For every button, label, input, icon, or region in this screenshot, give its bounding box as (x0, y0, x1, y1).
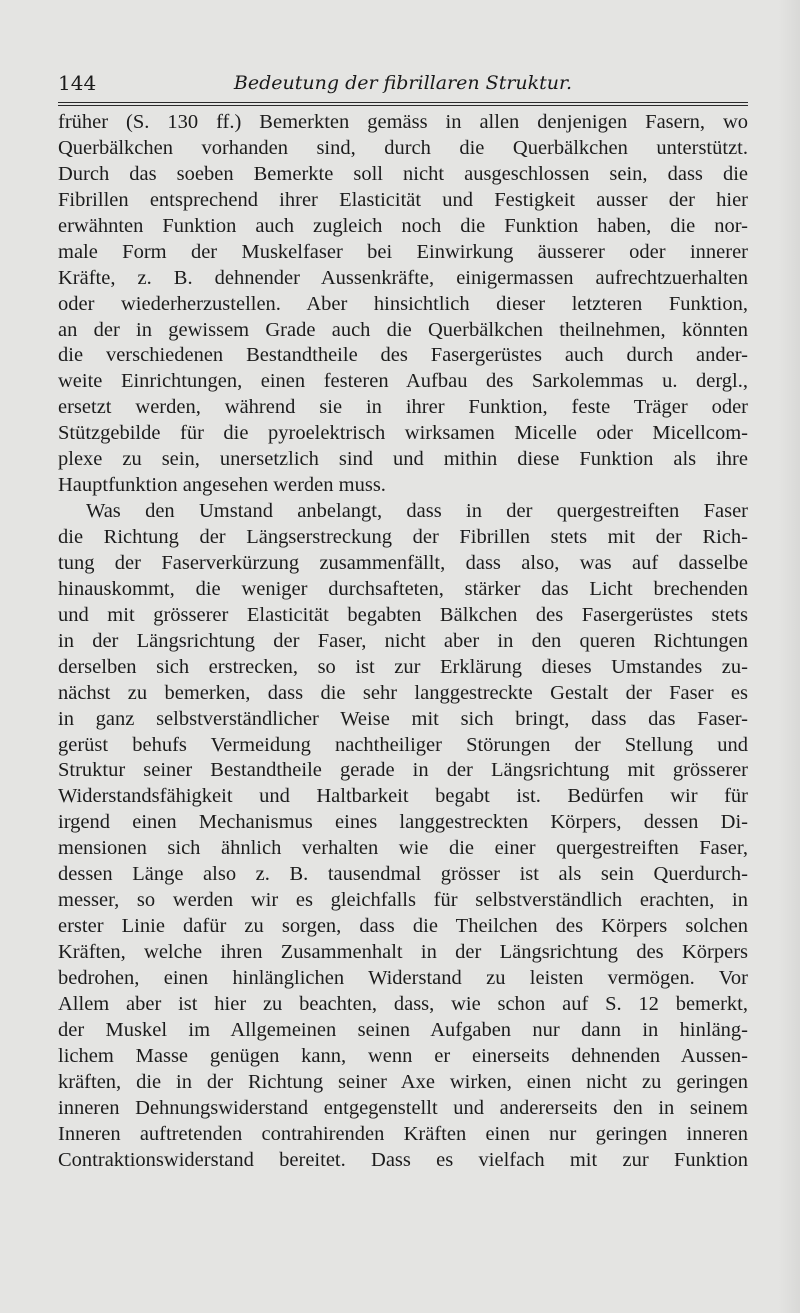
page-number: 144 (58, 71, 97, 95)
text-line: messer, so werden wir es gleichfalls für selbstverständlich erachten, in (58, 889, 748, 912)
text-line: nächst zu bemerken, dass die sehr langgestreckte Gestalt der Faser es (58, 681, 748, 704)
page-edge-shadow (778, 0, 800, 1313)
text-line: Fibrillen entsprechend ihrer Elasticität und Festigkeit ausser der hier (58, 188, 748, 211)
header-rule-bottom (58, 105, 748, 106)
text-line: und mit grösserer Elasticität begabten Bälkchen des Fasergerüstes stets (58, 603, 748, 626)
text-line: Struktur seiner Bestandtheile gerade in der Längsrichtung mit grösserer (58, 759, 748, 782)
text-line: male Form der Muskelfaser bei Einwirkung äusserer oder innerer (58, 240, 748, 263)
text-line: lichem Masse genügen kann, wenn er einerseits dehnenden Aussen- (58, 1044, 748, 1067)
text-line: früher (S. 130 ff.) Bemerkten gemäss in allen denjenigen Fasern, wo (58, 111, 748, 133)
text-line: die verschiedenen Bestandtheile des Fasergerüstes auch durch ander- (58, 344, 748, 367)
page-header (58, 70, 748, 100)
text-line: bedrohen, einen hinlänglichen Widerstand zu leisten vermögen. Vor (58, 966, 748, 989)
text-line: Kräfte, z. B. dehnender Aussenkräfte, einigermassen aufrechtzuerhalten (58, 266, 748, 289)
text-line: derselben sich erstrecken, so ist zur Erklärung dieses Umstandes zu- (58, 655, 748, 678)
text-line: die Richtung der Längserstreckung der Fibrillen stets mit der Rich- (58, 526, 748, 548)
text-line: weite Einrichtungen, einen festeren Aufbau des Sarkolemmas u. dergl., (58, 370, 748, 393)
text-line: dessen Länge also z. B. tausendmal grösser ist als sein Querdurch- (58, 863, 748, 886)
text-line: in ganz selbstverständlicher Weise mit sich bringt, dass das Faser- (58, 707, 748, 730)
text-line: Widerstandsfähigkeit und Haltbarkeit begabt ist. Bedürfen wir für (58, 785, 748, 808)
text-line: irgend einen Mechanismus eines langgestreckten Körpers, dessen Di- (58, 811, 748, 834)
text-line: erster Linie dafür zu sorgen, dass die Theilchen des Körpers solchen (58, 915, 748, 938)
text-line: Kräften, welche ihren Zusammenhalt in der Längsrichtung des Körpers (58, 941, 748, 963)
text-line: Hauptfunktion angesehen werden muss. (58, 474, 386, 497)
body-text (58, 110, 748, 1173)
text-line: ersetzt werden, während sie in ihrer Funktion, feste Träger oder (58, 396, 748, 419)
text-line: Durch das soeben Bemerkte soll nicht ausgeschlossen sein, dass die (58, 162, 748, 185)
text-line: Was den Umstand anbelangt, dass in der quergestreiften Faser (86, 500, 748, 523)
text-line: tung der Faserverkürzung zusammenfällt, dass also, was auf dasselbe (58, 551, 748, 574)
text-line: der Muskel im Allgemeinen seinen Aufgaben nur dann in hinläng- (58, 1018, 748, 1041)
text-line: plexe zu sein, unersetzlich sind und mithin diese Funktion als ihre (58, 448, 748, 471)
text-line: in der Längsrichtung der Faser, nicht aber in den queren Richtungen (58, 629, 748, 652)
text-line: gerüst behufs Vermeidung nachtheiliger Störungen der Stellung und (58, 733, 748, 756)
text-line: Stützgebilde für die pyroelektrisch wirksamen Micelle oder Micellcom- (58, 422, 748, 445)
text-line: kräften, die in der Richtung seiner Axe wirken, einen nicht zu geringen (58, 1070, 748, 1093)
text-line: Inneren auftretenden contrahirenden Kräften einen nur geringen inneren (58, 1122, 748, 1145)
text-line: Contraktionswiderstand bereitet. Dass es vielfach mit zur Funktion (58, 1148, 748, 1171)
text-line: mensionen sich ähnlich verhalten wie die einer quergestreiften Faser, (58, 837, 748, 860)
running-title: Bedeutung der fibrillaren Struktur. (233, 72, 573, 94)
header-rule-top (58, 102, 748, 103)
text-line: erwähnten Funktion auch zugleich noch die Funktion haben, die nor- (58, 214, 748, 237)
text-line: hinauskommt, die weniger durchsafteten, stärker das Licht brechenden (58, 577, 748, 600)
text-line: Allem aber ist hier zu beachten, dass, wie schon auf S. 12 bemerkt, (58, 992, 748, 1015)
text-line: inneren Dehnungswiderstand entgegenstellt und andererseits den in seinem (58, 1096, 748, 1119)
text-line: Querbälkchen vorhanden sind, durch die Querbälkchen unterstützt. (58, 136, 748, 159)
text-line: an der in gewissem Grade auch die Querbälkchen theilnehmen, könnten (58, 318, 748, 341)
text-line: oder wiederherzustellen. Aber hinsichtlich dieser letzteren Funktion, (58, 292, 748, 315)
